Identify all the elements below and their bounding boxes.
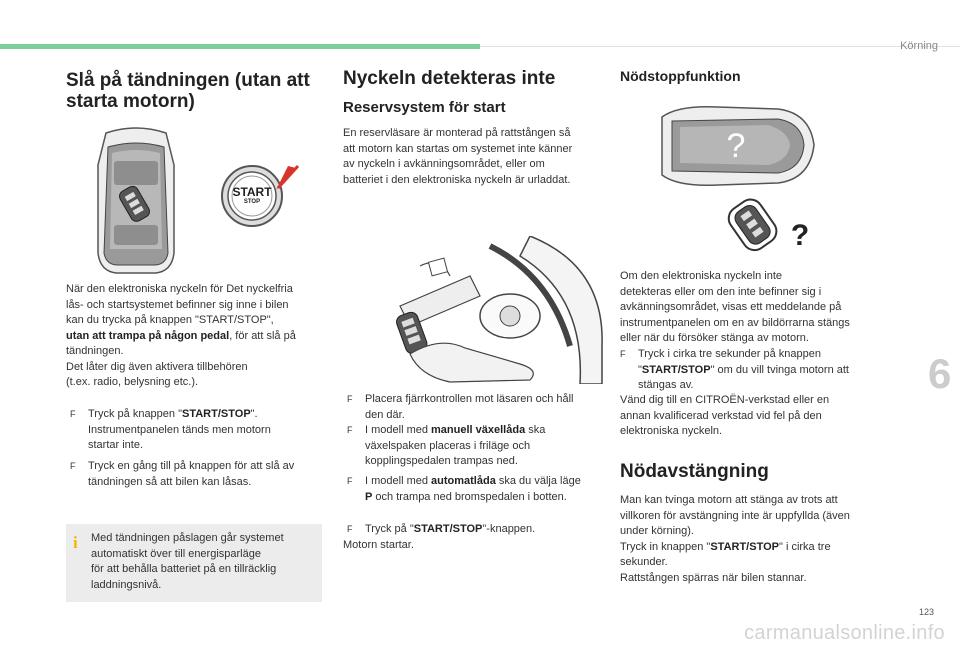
bullet-text: " om du vill tvinga motorn att: [710, 363, 849, 376]
paragraph-line: lås- och startsystemet befinner sig inne i bilen: [66, 298, 289, 311]
emphasis-text: P: [365, 490, 373, 503]
bullet-text: och trampa ned bromspedalen i botten.: [372, 490, 567, 503]
hand-icon: [410, 343, 533, 382]
subsection-title-backup: Reservsystem för start: [343, 99, 506, 116]
bullet-item: [70, 459, 325, 491]
bullet-marker: F: [347, 524, 353, 534]
steering-column-reader-illustration: [380, 236, 605, 384]
paragraph-line: När den elektroniska nyckeln för Det nyckelfria: [66, 283, 293, 295]
chapter-name: Körning: [900, 40, 938, 52]
engine-starts-text: Motorn startar.: [343, 539, 414, 551]
paragraph-line: tändningen.: [66, 345, 124, 357]
bullet-text: Tryck på ": [365, 523, 414, 535]
bullet-text: den där.: [365, 408, 405, 421]
title-line: starta motorn): [66, 91, 195, 112]
bullet-text: Tryck i cirka tre sekunder på knappen: [638, 348, 822, 360]
bullet-text: stängas av.: [638, 379, 694, 391]
bullet-text: Tryck på knappen ": [88, 408, 182, 420]
bullet-text: Instrumentpanelen tänds men motorn: [88, 423, 271, 436]
bullet-marker: F: [620, 349, 626, 359]
bullet-item: [347, 522, 607, 538]
forced-shutdown-paragraph: [620, 493, 882, 586]
info-line: för att behålla batteriet på en tillräcklig: [91, 563, 277, 575]
key-fob-question-illustration: [720, 195, 815, 253]
paragraph-line: Det låter dig även aktivera tillbehören: [66, 360, 248, 373]
ignition-paragraph: [66, 282, 328, 391]
paragraph-line: Rattstången spärras när bilen stannar.: [620, 571, 807, 584]
paragraph-text: , för att slå på: [229, 329, 296, 342]
section-title-forced-shutdown: Nödavstängning: [620, 461, 769, 482]
bullet-marker: F: [70, 409, 76, 419]
bullet-text: ska du välja läge: [495, 475, 581, 487]
title-line: Slå på tändningen (utan att: [66, 70, 310, 91]
paragraph-line: eller när du försöker stänga av motorn.: [620, 332, 809, 344]
paragraph-line: under körning).: [620, 525, 694, 537]
bullet-text: I modell med: [365, 424, 432, 436]
paragraph-line: batteriet i den elektroniska nyckeln är urladdat.: [343, 173, 571, 186]
workshop-paragraph: [620, 393, 882, 440]
question-mark-icon: ?: [726, 127, 746, 165]
paragraph-line: elektroniska nyckeln.: [620, 425, 723, 437]
info-icon: i: [73, 533, 78, 552]
paragraph-line: Vänd dig till en CITROËN-verkstad eller en: [620, 394, 830, 406]
paragraph-line: instrumentpanelen om en av bildörrarna stängs: [620, 316, 850, 329]
button-name: START/STOP: [182, 408, 251, 420]
bullet-text: tändningen så att bilen kan låsas.: [88, 475, 252, 488]
backup-paragraph: [343, 126, 605, 188]
bullet-marker: F: [347, 476, 353, 486]
key-fob-icon: [724, 195, 781, 253]
emphasis-text: utan att trampa på någon pedal: [66, 329, 230, 342]
car-with-key-illustration: [94, 125, 178, 275]
info-line: automatiskt över till energisparläge: [91, 547, 261, 560]
bullet-marker: F: [347, 394, 353, 404]
bullet-text: Placera fjärrkontrollen mot läsaren och håll: [365, 393, 574, 405]
watermark: carmanualsonline.info: [744, 622, 945, 644]
paragraph-line: annan kvalificerad verkstad vid fel på den: [620, 409, 822, 422]
paragraph-line: av nyckeln i avkänningsområdet, eller om: [343, 158, 545, 170]
bullet-text: kopplingspedalen trampas ned.: [365, 455, 518, 467]
bullet-text: startar inte.: [88, 439, 144, 451]
chapter-number: 6: [928, 350, 952, 397]
car-key-missing-illustration: [658, 105, 818, 187]
bullet-text: "-knappen.: [482, 523, 536, 535]
bullet-text: ".: [250, 408, 258, 420]
start-stop-button-illustration: [216, 158, 306, 228]
paragraph-line: sekunder.: [620, 556, 668, 568]
bullet-text: ska: [525, 424, 546, 436]
paragraph-line: Om den elektroniska nyckeln inte: [620, 270, 783, 282]
button-name: START/STOP: [641, 363, 711, 376]
paragraph-line: (t.ex. radio, belysning etc.).: [66, 376, 199, 388]
bullet-item: [620, 347, 882, 394]
chapter-color-bar: [0, 44, 480, 49]
paragraph-line: detekteras eller om den inte befinner sig i: [620, 285, 822, 298]
paragraph-line: villkoren för avstängning inte är uppfyllda (även: [620, 509, 850, 522]
section-title-ignition: [66, 70, 326, 112]
button-name: START/STOP: [413, 523, 483, 535]
info-line: laddningsnivå.: [91, 578, 162, 591]
bullet-item: [347, 423, 607, 470]
paragraph-text: Tryck in knappen ": [620, 540, 711, 553]
bullet-text: I modell med: [365, 475, 432, 487]
bullet-text: Tryck en gång till på knappen för att slå av: [88, 460, 295, 472]
button-name: START/STOP: [710, 540, 779, 553]
question-mark-icon: ?: [790, 219, 810, 252]
bullet-marker: F: [347, 425, 353, 435]
paragraph-line: avkänningsområdet, visas ett meddelande på: [620, 301, 842, 313]
start-label: START: [232, 185, 272, 199]
paragraph-line: En reservläsare är monterad på rattstången så: [343, 127, 571, 139]
paragraph-line: Man kan tvinga motorn att stänga av trots att: [620, 494, 838, 506]
paragraph-line: kan du trycka på knappen "START/STOP",: [66, 314, 274, 326]
section-title-emergency-stop: Nödstoppfunktion: [620, 68, 741, 84]
bullet-item: [70, 407, 325, 454]
stop-label: STOP: [243, 199, 261, 205]
page-number: 123: [918, 607, 934, 617]
bullet-marker: F: [70, 461, 76, 471]
bullet-item: [347, 474, 607, 506]
paragraph-text: " i cirka tre: [778, 540, 831, 553]
section-title-key-not-detected: Nyckeln detekteras inte: [343, 68, 556, 89]
bullet-item: [347, 392, 607, 424]
info-text: [91, 531, 319, 593]
bullet-text: växelspaken placeras i friläge och: [365, 439, 531, 452]
info-line: Med tändningen påslagen går systemet: [91, 532, 284, 544]
paragraph-line: att motorn kan startas om systemet inte känner: [343, 142, 573, 155]
emphasis-text: automatlåda: [431, 475, 496, 487]
emphasis-text: manuell växellåda: [431, 424, 526, 436]
bullet-text: ": [638, 363, 642, 376]
emergency-paragraph: [620, 269, 882, 347]
